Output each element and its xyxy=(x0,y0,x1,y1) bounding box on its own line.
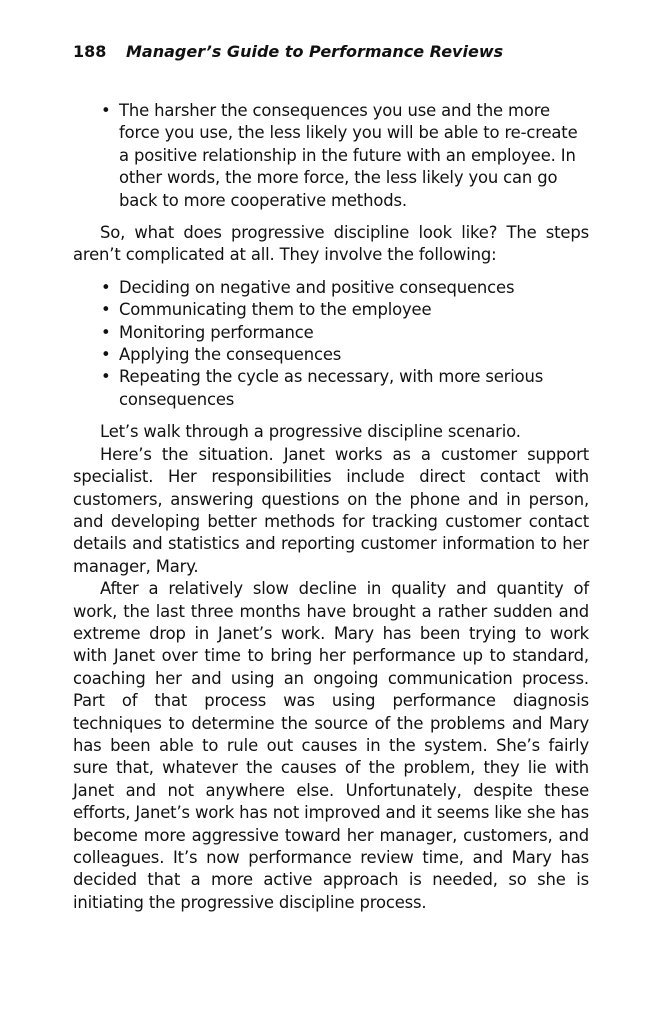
body-text xyxy=(73,100,589,914)
bullet-text: Communicating them to the employee xyxy=(119,300,432,320)
list-item xyxy=(101,344,589,366)
intro-bullet-list xyxy=(73,100,589,212)
list-item xyxy=(101,100,589,212)
list-item xyxy=(101,322,589,344)
page-number: 188 xyxy=(73,42,107,61)
list-item xyxy=(101,277,589,299)
bullet-text: The harsher the consequences you use and the more force you use, the less likely you will be able to re-create a positive relationship in the future with an employee. In other words, the more force, the less likely you can go back to more cooperative methods. xyxy=(119,101,578,210)
paragraph: Here’s the situation. Janet works as a customer support specialist. Her responsibilities include direct contact with customers, answering questions on the phone and in person, and developing better methods for tracking customer contact details and statistics and reporting customer information to her manager, Mary. xyxy=(73,444,589,576)
paragraph: Let’s walk through a progressive discipline scenario. xyxy=(100,422,521,442)
running-title: Manager’s Guide to Performance Reviews xyxy=(125,42,504,61)
paragraph: After a relatively slow decline in quality and quantity of work, the last three months have brought a rather sudden and extreme drop in Janet’s work. Mary has been trying to work with Janet over time to bring her performance up to standard, coaching her and using an ongoing communication process. Part of that process was using performance diagnosis techniques to determine the source of the problems and Mary has been able to rule out causes in the system. She’s fairly sure that, whatever the causes of the problem, they lie with Janet and not anywhere else. Unfortunately, despite these efforts, Janet’s work has not improved and it seems like she has become more aggressive toward her manager, customers, and colleagues. It’s now performance review time, and Mary has decided that a more active approach is needed, so she is initiating the progressive discipline process. xyxy=(73,579,589,912)
list-item xyxy=(101,366,589,411)
bullet-glyph: • xyxy=(101,300,111,320)
bullet-text: Repeating the cycle as necessary, with more serious consequences xyxy=(119,367,544,409)
bullet-glyph: • xyxy=(101,101,111,120)
bullet-glyph: • xyxy=(101,345,111,365)
running-head xyxy=(73,42,503,61)
bullet-glyph: • xyxy=(101,322,111,342)
bullet-text: Monitoring performance xyxy=(119,322,314,342)
steps-bullet-list xyxy=(73,277,589,411)
bullet-glyph: • xyxy=(101,367,111,387)
list-item xyxy=(101,299,589,321)
bullet-glyph: • xyxy=(101,277,111,297)
paragraph: So, what does progressive discipline look like? The steps aren’t complicated at all. They involve the following: xyxy=(73,223,589,265)
bullet-text: Deciding on negative and positive consequences xyxy=(119,277,515,297)
bullet-text: Applying the consequences xyxy=(119,345,342,365)
